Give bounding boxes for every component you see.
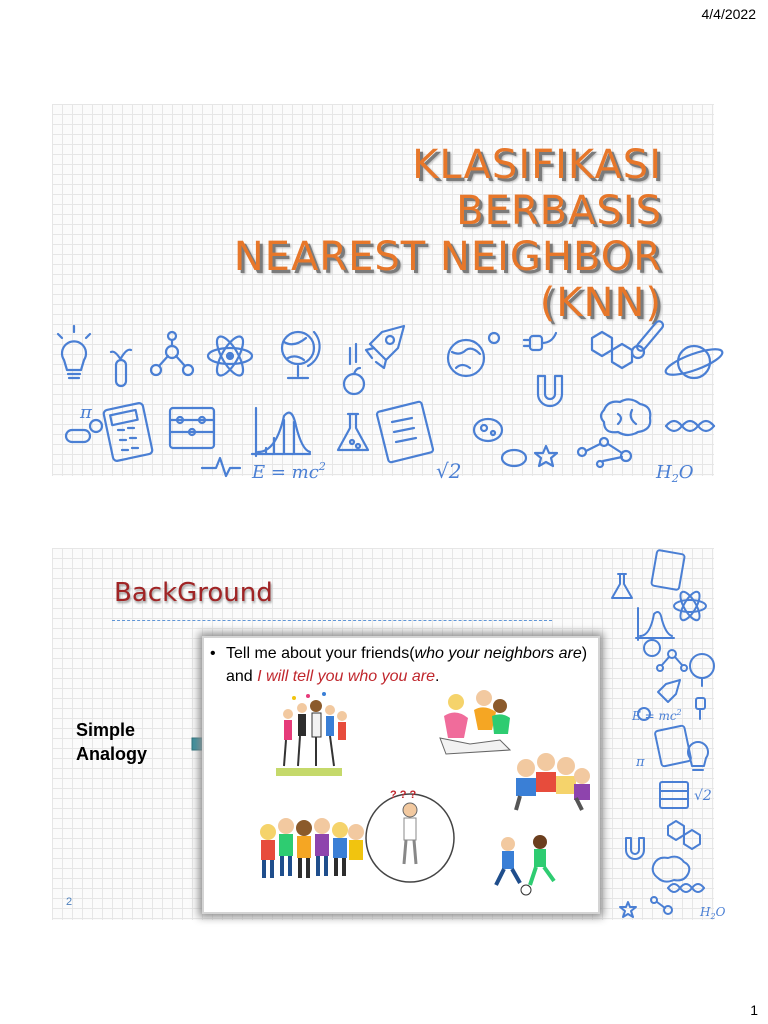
hexagon-molecule-icon [668, 821, 700, 849]
abacus-icon [170, 408, 214, 448]
bell-curve-icon [636, 608, 674, 640]
slide-2 [52, 548, 726, 921]
falling-apple-icon [344, 344, 364, 394]
bullet-text: • Tell me about your friends(who your neighbors are) and I will tell you who you are. [210, 642, 596, 688]
water-formula: $H_2O$ [700, 905, 726, 921]
bell-curve-icon [252, 408, 310, 456]
soccer-players-figure [496, 835, 554, 895]
flask-icon [612, 574, 632, 598]
molecule-icon [657, 650, 687, 671]
star-icon [535, 446, 557, 466]
slide-title [202, 142, 662, 326]
pills-icon [66, 420, 102, 442]
lightbulb-icon [58, 326, 90, 378]
molecule-icon [151, 332, 193, 375]
notebook-icon [655, 725, 692, 766]
magnet-icon [538, 376, 562, 406]
question-marks: ? ? ? [390, 789, 417, 801]
calculator-icon [651, 550, 685, 590]
slide-title: BackGround [114, 578, 273, 608]
hexagon-molecule-icon [592, 332, 632, 368]
slide-1 [52, 104, 714, 485]
page-number: 1 [750, 1002, 758, 1018]
sqrt-two: √2 [694, 788, 712, 804]
pi-symbol: π [636, 755, 645, 770]
rocket-icon [658, 680, 680, 702]
dna-icon [668, 884, 704, 892]
bacteria-icon [474, 419, 526, 466]
earth-icon [448, 333, 499, 376]
friends-illustration [204, 686, 598, 912]
thinking-person-figure [366, 789, 454, 882]
bullet-marker: • [210, 645, 216, 662]
brain-icon [653, 857, 690, 882]
slide-number: 2 [66, 896, 73, 908]
star-icon [620, 902, 636, 917]
einstein-equation: $E = mc^2$ [252, 460, 326, 483]
thermometer-icon [632, 320, 665, 358]
party-group-figure [276, 692, 347, 776]
water-formula: $H_2O$ [656, 462, 694, 485]
rocket-icon [366, 326, 404, 368]
flask-icon [338, 414, 368, 450]
magnet-icon [626, 838, 644, 859]
atom-icon [674, 589, 706, 623]
heartbeat-icon [202, 458, 240, 476]
friends-group-figure [260, 818, 364, 878]
plug-icon [524, 333, 556, 350]
earth-icon [644, 640, 660, 656]
pi-symbol: π [80, 402, 92, 423]
title-line-3: (KNN) [539, 280, 662, 326]
analogy-label: Simple Analogy [76, 720, 148, 764]
kids-playing-figure [440, 690, 510, 754]
dna-icon [666, 421, 714, 431]
atom-icon [208, 333, 252, 379]
globe-icon [690, 654, 714, 686]
node-graph-icon [578, 438, 631, 467]
content-box [202, 636, 600, 914]
test-tube-plant-icon [111, 350, 131, 386]
planet-icon [663, 344, 725, 380]
globe-icon [282, 332, 320, 378]
page-date: 4/4/2022 [701, 6, 756, 22]
abacus-icon [660, 782, 688, 808]
sqrt-two: √2 [436, 459, 462, 483]
einstein-equation: $E = mc^2$ [632, 708, 682, 723]
plug-icon [696, 698, 705, 719]
node-graph-icon [651, 897, 672, 914]
title-line-2: NEAREST NEIGHBOR [233, 234, 662, 280]
title-line-1: KLASIFIKASI BERBASIS [412, 142, 662, 234]
science-doodles [52, 318, 714, 485]
brain-icon [601, 399, 650, 435]
notebook-icon [376, 401, 433, 463]
boys-group-figure [516, 753, 590, 810]
title-underline [112, 620, 552, 621]
calculator-icon [103, 402, 153, 461]
